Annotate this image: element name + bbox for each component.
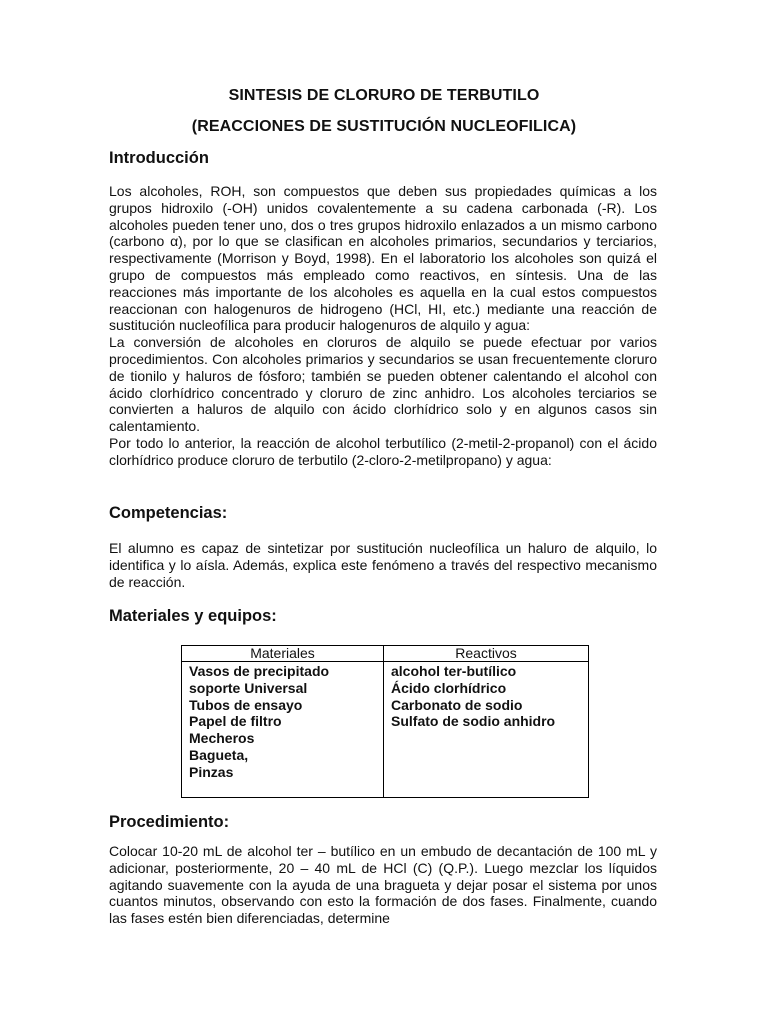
materiales-list	[182, 662, 384, 798]
document-subtitle: (REACCIONES DE SUSTITUCIÓN NUCLEOFILICA)	[191, 118, 577, 135]
list-item: Ácido clorhídrico	[391, 679, 507, 696]
document-title: SINTESIS DE CLORURO DE TERBUTILO	[228, 87, 540, 104]
list-item: alcohol ter-butílico	[391, 663, 517, 679]
list-item: Sulfato de sodio anhidro	[391, 713, 556, 730]
procedimiento-paragraph: Colocar 10-20 mL de alcohol ter – butílico en un embudo de decantación de 100 mL y adicionar, posteriormente, 20 – 40 mL de HCl (C) (Q.P.). Luego mezclar los líquidos agitando suavemente con la ayuda de una bragueta y dejar posar el sistema por unos cuantos minutos, observando con esto la formación de dos fases. Finalmente, cuando las fases estén bien diferenciadas, determine	[109, 843, 657, 927]
list-item: Pinzas	[189, 763, 234, 780]
competencias-paragraph: El alumno es capaz de sintetizar por sustitución nucleofílica un haluro de alquilo, lo identifica y lo aísla. Además, explica este fenómeno a través del respectivo mecanismo de reacción.	[109, 540, 657, 590]
table-header-materiales: Materiales	[182, 646, 384, 662]
table-header-reactivos: Reactivos	[384, 646, 589, 662]
list-item: Bagueta,	[189, 746, 249, 763]
list-item: Carbonato de sodio	[391, 696, 523, 713]
section-heading-competencias: Competencias:	[109, 504, 228, 522]
list-item: soporte Universal	[189, 679, 308, 696]
procedimiento-text	[109, 843, 657, 927]
list-item: Mecheros	[189, 730, 255, 747]
intro-paragraph-1: Los alcoholes, ROH, son compuestos que deben sus propiedades químicas a los grupos hidroxilo (-OH) unidos covalentemente a su cadena carbonada (-R). Los alcoholes pueden tener uno, dos o tres grupos hidroxilo enlazados a un mismo carbono (carbono α), por lo que se clasifican en alcoholes primarios, secundarios y terciarios, respectivamente (Morrison y Boyd, 1998). En el laboratorio los alcoholes son quizá el grupo de compuestos más empleado como reactivos, en síntesis. Una de las reacciones más importante de los alcoholes es aquella en la cual estos compuestos reaccionan con halogenuros de hidrogeno (HCl, HI, etc.) mediante una reacción de sustitución nucleofílica para producir halogenuros de alquilo y agua:	[109, 183, 657, 334]
list-item: Vasos de precipitado	[189, 663, 330, 679]
table-header-row	[182, 646, 589, 662]
intro-paragraph-2: La conversión de alcoholes en cloruros de alquilo se puede efectuar por varios procedimientos. Con alcoholes primarios y secundarios se usan frecuentemente cloruro de tionilo y haluros de fósforo; también se pueden obtener calentando el alcohol con ácido clorhídrico concentrado y cloruro de zinc anhidro. Los alcoholes terciarios se convierten a haluros de alquilo con ácido clorhídrico solo y en algunos casos sin calentamiento.	[109, 334, 657, 435]
table-row	[182, 662, 589, 798]
materials-table	[181, 645, 589, 798]
intro-paragraph-3: Por todo lo anterior, la reacción de alcohol terbutílico (2-metil-2-propanol) con el ácido clorhídrico produce cloruro de terbutilo (2-cloro-2-metilpropano) y agua:	[109, 434, 657, 468]
intro-text	[109, 183, 657, 469]
section-heading-introduccion: Introducción	[109, 149, 209, 167]
list-item: Tubos de ensayo	[189, 696, 303, 713]
competencias-text	[109, 540, 657, 590]
list-item: Papel de filtro	[189, 713, 282, 730]
section-heading-materiales: Materiales y equipos:	[109, 607, 277, 625]
reactivos-list	[384, 662, 589, 798]
section-heading-procedimiento: Procedimiento:	[109, 813, 230, 831]
